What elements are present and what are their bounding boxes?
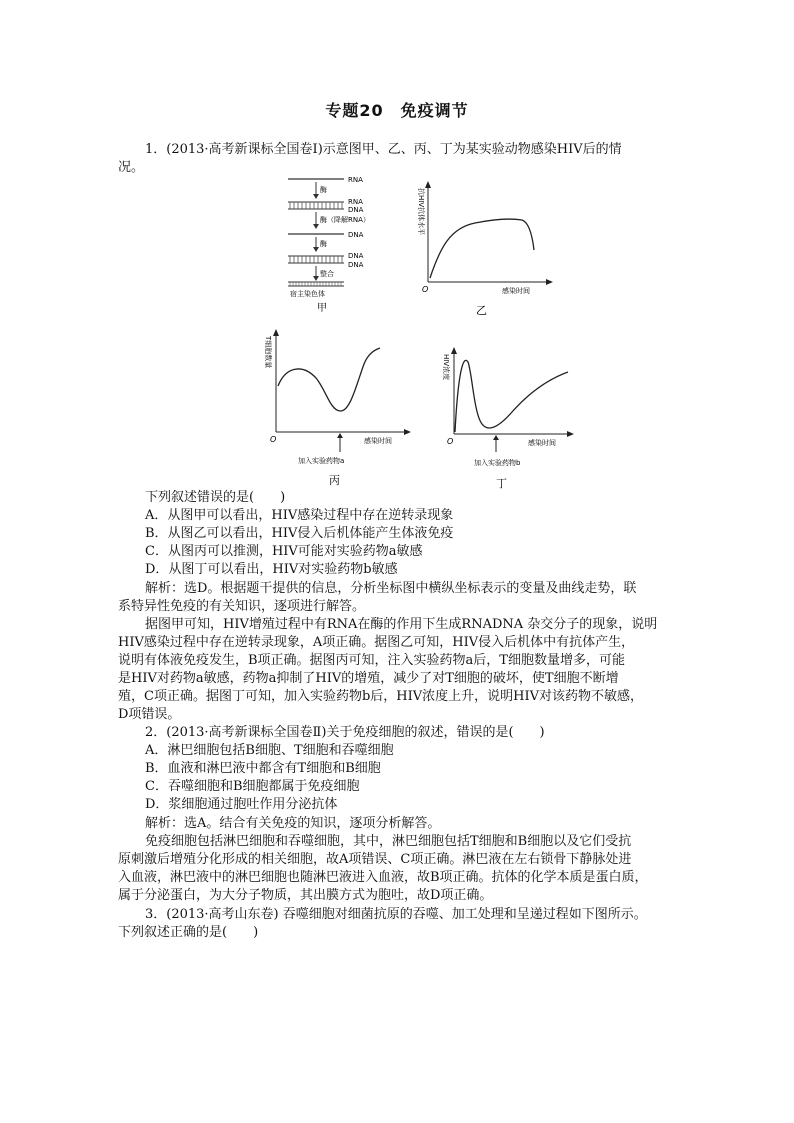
- jia-dna-double-strand: [288, 256, 344, 263]
- jia-hybrid-strand: [288, 202, 344, 209]
- q2-analysis-line3: 原刺激后增殖分化形成的相关细胞，故A项错误、C项正确。淋巴液在左右锁骨下静脉处进: [118, 852, 632, 867]
- q1-stem-line2: 况。: [118, 160, 145, 175]
- jia-dna3-label: DNA: [348, 252, 364, 260]
- q1-stem-line1: 1．(2013·高考新课标全国卷Ⅰ)示意图甲、乙、丙、丁为某实验动物感染HIV后的情: [145, 142, 622, 157]
- q1-analysis-line1: 解析：选D。根据题干提供的信息，分析坐标图中横纵坐标表示的变量及曲线走势，联: [145, 581, 637, 596]
- ding-ylabel: HIV浓度: [442, 354, 450, 381]
- yi-antibody-curve: [430, 219, 534, 278]
- jia-figure-label: 甲: [317, 303, 327, 312]
- jia-enzyme1-label: 酶: [320, 186, 327, 194]
- q3-stem-line1: 3．(2013·高考山东卷) 吞噬细胞对细菌抗原的吞噬、加工处理和呈递过程如下图所示。: [145, 907, 647, 922]
- bing-ylabel: T细胞数量: [264, 336, 272, 369]
- jia-dna1-label: DNA: [348, 206, 364, 214]
- q1-option-c: C．从图丙可以推测，HIV可能对实验药物a敏感: [145, 544, 423, 559]
- ding-hiv-curve: [455, 360, 568, 432]
- q1-option-a: A．从图甲可以看出，HIV感染过程中存在逆转录现象: [145, 508, 454, 523]
- ding-xlabel: 感染时间: [528, 439, 556, 447]
- q3-stem-line2: 下列叙述正确的是( ): [118, 925, 259, 940]
- q1-analysis-line4: HIV感染过程中存在逆转录现象，A项正确。据图乙可知，HIV侵入后机体中有抗体产生，: [118, 635, 635, 650]
- jia-dna4-label: DNA: [348, 261, 364, 269]
- q1-option-d: D．从图丁可以看出，HIV对实验药物b敏感: [145, 562, 398, 577]
- yi-xlabel: 感染时间: [502, 287, 530, 295]
- q1-analysis-line8: D项错误。: [118, 707, 181, 722]
- q2-analysis-line5: 属于分泌蛋白，为大分子物质，其出膜方式为胞吐，故D项正确。: [118, 888, 493, 903]
- q1-analysis-line6: 是HIV对药物a敏感，药物a抑制了HIV的增殖，减少了对T细胞的破坏，使T细胞不断增: [118, 671, 619, 686]
- figure-bing: [258, 326, 418, 488]
- q1-analysis-line3: 据图甲可知，HIV增殖过程中有RNA在酶的作用下生成RNADNA 杂交分子的现象，说明: [145, 617, 658, 632]
- ding-origin: O: [447, 437, 454, 446]
- figure-ding: [436, 344, 586, 490]
- q2-stem: 2．(2013·高考新课标全国卷Ⅱ)关于免疫细胞的叙述，错误的是( ): [145, 725, 545, 740]
- q2-analysis-line2: 免疫细胞包括淋巴细胞和吞噬细胞，其中，淋巴细胞包括T细胞和B细胞以及它们受抗: [145, 834, 632, 849]
- jia-dna2-label: DNA: [348, 231, 364, 239]
- q1-question: 下列叙述错误的是( ): [145, 490, 286, 505]
- jia-rna2-label: RNA: [348, 198, 363, 206]
- jia-integrate-label: 整合: [320, 270, 334, 278]
- q2-option-b: B．血液和淋巴液中都含有T细胞和B细胞: [145, 761, 381, 776]
- jia-host-label: 宿主染色体: [290, 290, 325, 298]
- figure-jia: [280, 172, 390, 312]
- q2-analysis-line1: 解析：选A。结合有关免疫的知识，逐项分析解答。: [145, 816, 441, 831]
- figure-yi: [410, 178, 560, 318]
- q1-option-b: B．从图乙可以看出，HIV侵入后机体能产生体液免疫: [145, 526, 454, 541]
- q2-option-d: D．浆细胞通过胞吐作用分泌抗体: [145, 797, 338, 812]
- jia-host-chromosome: [288, 282, 344, 286]
- bing-tcell-curve: [278, 348, 380, 411]
- q1-analysis-line7: 殖，C项正确。据图丁可知，加入实验药物b后，HIV浓度上升，说明HIV对该药物不敏感，: [118, 689, 643, 704]
- q2-option-a: A．淋巴细胞包括B细胞、T细胞和吞噬细胞: [145, 743, 394, 758]
- q1-analysis-line5: 说明有体液免疫发生，B项正确。据图丙可知，注入实验药物a后，T细胞数量增多，可能: [118, 653, 625, 668]
- q2-option-c: C．吞噬细胞和B细胞都属于免疫细胞: [145, 779, 360, 794]
- jia-rna-label: RNA: [348, 176, 363, 184]
- yi-figure-label: 乙: [476, 304, 487, 317]
- ding-figure-label: 丁: [496, 477, 507, 490]
- page-title: 专题20 免疫调节: [325, 101, 469, 120]
- q1-analysis-line2: 系特异性免疫的有关知识，逐项进行解答。: [118, 599, 366, 614]
- jia-enzyme3-label: 酶: [320, 240, 327, 248]
- yi-origin: O: [422, 285, 429, 294]
- jia-enzyme2-label: 酶（降解RNA）: [320, 216, 370, 224]
- bing-xlabel: 感染时间: [364, 437, 392, 445]
- ding-drug-label: 加入实验药物b: [474, 459, 521, 467]
- bing-figure-label: 丙: [329, 474, 340, 487]
- bing-drug-label: 加入实验药物a: [298, 457, 345, 465]
- bing-origin: O: [270, 435, 277, 444]
- q2-analysis-line4: 入血液，淋巴液中的淋巴细胞也随淋巴液进入血液，故B项正确。抗体的化学本质是蛋白质，: [118, 870, 648, 885]
- yi-ylabel: 抗HIV抗体水平: [417, 188, 425, 236]
